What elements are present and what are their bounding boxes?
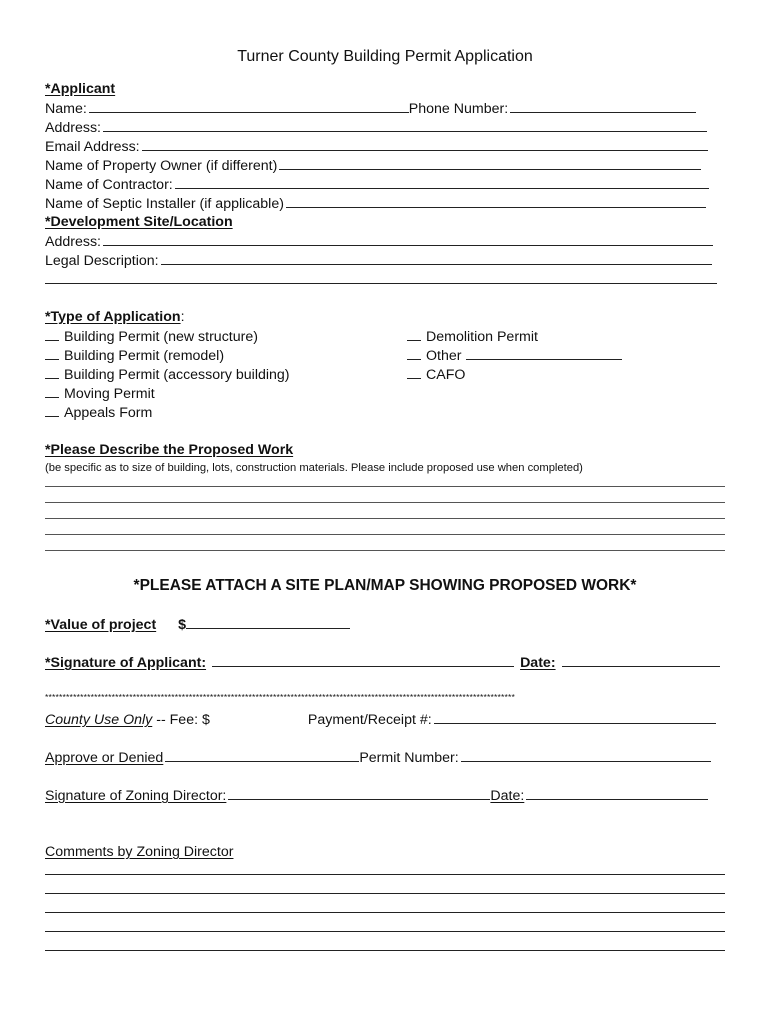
value-field[interactable] — [186, 615, 350, 629]
comment-line-2[interactable] — [45, 893, 725, 894]
email-field[interactable] — [142, 137, 708, 151]
name-field[interactable] — [89, 99, 409, 113]
separator-stars: ************************************************************************************************************************************** — [45, 692, 516, 702]
septic-row — [45, 194, 706, 213]
applicant-address-row — [45, 118, 707, 137]
comment-line-3[interactable] — [45, 912, 725, 913]
septic-field[interactable] — [286, 194, 706, 208]
value-label: *Value of project — [45, 617, 157, 633]
site-address-label: Address: — [45, 234, 101, 250]
director-date-field[interactable] — [526, 786, 708, 800]
address-label: Address: — [45, 120, 101, 136]
option-accessory[interactable] — [45, 365, 290, 384]
septic-label: Name of Septic Installer (if applicable) — [45, 196, 284, 212]
site-address-row — [45, 232, 713, 251]
director-signature-field[interactable] — [228, 786, 490, 800]
checkbox-blank[interactable] — [45, 346, 59, 360]
work-line-3[interactable] — [45, 518, 725, 519]
work-line-4[interactable] — [45, 534, 725, 535]
checkbox-blank[interactable] — [407, 365, 421, 379]
option-label: Demolition Permit — [426, 329, 538, 345]
legal-field[interactable] — [161, 251, 712, 265]
phone-label: Phone Number: — [408, 101, 509, 117]
signature-date-field[interactable] — [562, 653, 720, 667]
legal-description-row — [45, 251, 712, 270]
work-line-5[interactable] — [45, 550, 725, 551]
contractor-field[interactable] — [175, 175, 709, 189]
county-use-label: County Use Only — [45, 712, 153, 728]
checkbox-blank[interactable] — [45, 365, 59, 379]
director-signature-row — [45, 786, 708, 805]
approve-label: Approve or Denied — [45, 750, 164, 766]
signature-field[interactable] — [212, 653, 514, 667]
site-address-field[interactable] — [103, 232, 713, 246]
applicant-email-row — [45, 137, 708, 156]
work-heading: *Please Describe the Proposed Work — [45, 442, 294, 458]
contractor-row — [45, 175, 709, 194]
checkbox-blank[interactable] — [45, 327, 59, 341]
attach-notice: *PLEASE ATTACH A SITE PLAN/MAP SHOWING PROPOSED WORK* — [133, 577, 637, 594]
checkbox-blank[interactable] — [407, 327, 421, 341]
work-note: (be specific as to size of building, lots, construction materials. Please include proposed use when completed) — [45, 462, 583, 474]
owner-label: Name of Property Owner (if different) — [45, 158, 278, 174]
option-label: Building Permit (remodel) — [64, 348, 225, 364]
payment-label: Payment/Receipt #: — [307, 712, 432, 728]
director-date-label: Date: — [490, 788, 525, 804]
value-row — [45, 615, 350, 634]
legal-extra-line[interactable] — [45, 283, 717, 284]
option-label: Moving Permit — [64, 386, 155, 402]
checkbox-blank[interactable] — [407, 346, 421, 360]
work-line-2[interactable] — [45, 502, 725, 503]
option-moving[interactable] — [45, 384, 155, 403]
signature-label: *Signature of Applicant: — [45, 655, 207, 671]
applicant-heading: *Applicant — [45, 81, 116, 97]
contractor-label: Name of Contractor: — [45, 177, 173, 193]
owner-field[interactable] — [279, 156, 701, 170]
type-heading: *Type of Application — [45, 309, 181, 325]
type-heading-row — [45, 308, 185, 326]
payment-field[interactable] — [434, 710, 716, 724]
option-cafo[interactable] — [407, 365, 465, 384]
checkbox-blank[interactable] — [45, 403, 59, 417]
option-label: Building Permit (accessory building) — [64, 367, 290, 383]
permit-number-label: Permit Number: — [359, 750, 459, 766]
applicant-name-row — [45, 99, 696, 118]
signature-date-label: Date: — [520, 655, 556, 671]
checkbox-blank[interactable] — [45, 384, 59, 398]
address-field[interactable] — [103, 118, 707, 132]
comment-line-5[interactable] — [45, 950, 725, 951]
other-field[interactable] — [466, 346, 622, 360]
approve-row — [45, 748, 711, 767]
comment-line-1[interactable] — [45, 874, 725, 875]
option-label: CAFO — [426, 367, 466, 383]
option-other[interactable] — [407, 346, 622, 365]
comments-label: Comments by Zoning Director — [45, 844, 234, 860]
owner-row — [45, 156, 701, 175]
option-appeals[interactable] — [45, 403, 152, 422]
work-line-1[interactable] — [45, 486, 725, 487]
option-label: Other — [426, 348, 462, 364]
phone-field[interactable] — [510, 99, 696, 113]
option-label: Building Permit (new structure) — [64, 329, 258, 345]
option-label: Appeals Form — [64, 405, 153, 421]
permit-number-field[interactable] — [461, 748, 711, 762]
site-heading: *Development Site/Location — [45, 214, 233, 230]
page-title: Turner County Building Permit Application — [237, 48, 533, 65]
email-label: Email Address: — [45, 139, 140, 155]
option-remodel[interactable] — [45, 346, 224, 365]
type-heading-colon: : — [180, 309, 185, 325]
county-use-row — [45, 710, 716, 729]
comment-line-4[interactable] — [45, 931, 725, 932]
fee-label: -- Fee: $ — [156, 712, 210, 728]
option-demolition[interactable] — [407, 327, 538, 346]
value-currency: $ — [178, 617, 187, 633]
director-signature-label: Signature of Zoning Director: — [45, 788, 227, 804]
name-label: Name: — [45, 101, 87, 117]
legal-label: Legal Description: — [45, 253, 159, 269]
approve-field[interactable] — [165, 748, 359, 762]
signature-row — [45, 653, 720, 672]
option-new-structure[interactable] — [45, 327, 258, 346]
